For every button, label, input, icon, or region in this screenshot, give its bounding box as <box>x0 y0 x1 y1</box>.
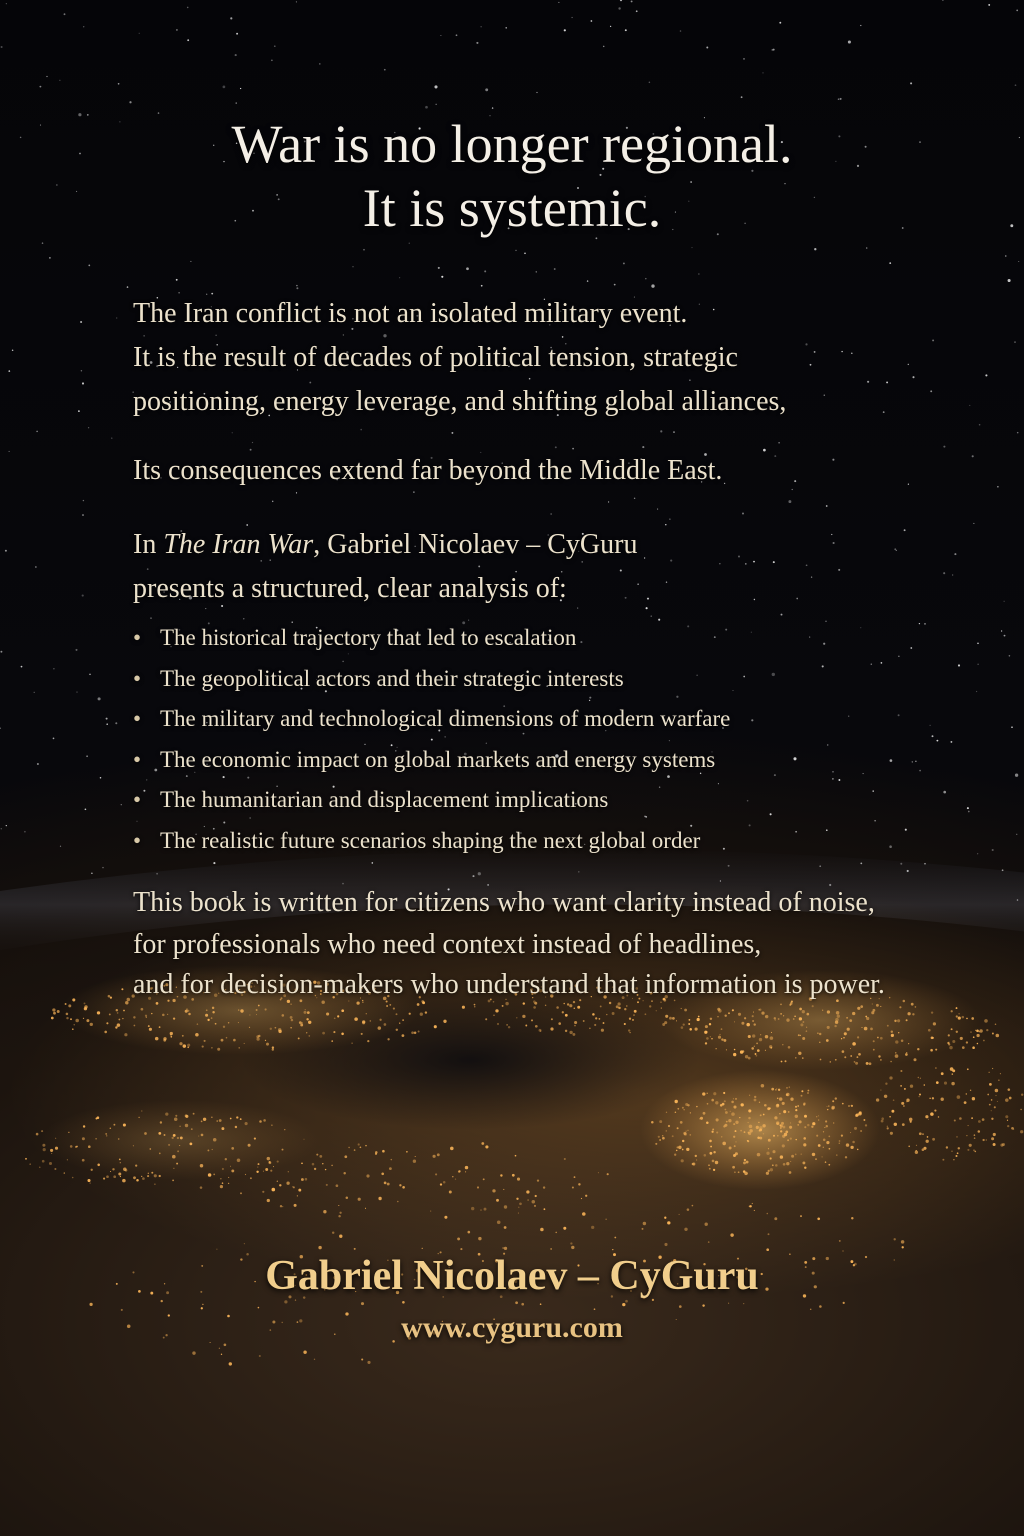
presents-suffix: , Gabriel Nicolaev – CyGuru <box>313 529 638 560</box>
headline-line-1: War is no longer regional. <box>231 114 793 174</box>
consequences-line: Its consequences extend far beyond the Middle East. <box>133 455 723 486</box>
presents-prefix: In <box>133 529 164 560</box>
intro-line-2: It is the result of decades of political tension, strategic <box>133 342 738 373</box>
headline-line-2: It is systemic. <box>362 178 662 238</box>
analysis-topics-list <box>133 618 993 861</box>
bullet-icon: • <box>133 787 142 812</box>
intro-line-1: The Iran conflict is not an isolated military event. <box>133 298 688 329</box>
audience-line-2: for professionals who need context instead of headlines, <box>133 929 762 960</box>
list-item: • The military and technological dimensions of modern warfare <box>133 699 993 740</box>
author-name: Gabriel Nicolaev – CyGuru <box>265 1253 759 1299</box>
bullet-icon: • <box>133 665 142 691</box>
bullet-icon: • <box>133 625 142 650</box>
list-item: • The geopolitical actors and their strategic interests <box>133 659 993 700</box>
presents-line-1 <box>133 525 993 565</box>
intro-line-3: positioning, energy leverage, and shifting global alliances, <box>133 386 787 417</box>
book-title: The Iran War <box>163 529 314 560</box>
audience-line-3: and for decision-makers who understand that information is power. <box>133 969 885 1000</box>
bullet-icon: • <box>133 706 142 731</box>
list-item: • The realistic future scenarios shaping the next global order <box>133 821 993 862</box>
website-link[interactable]: www.cyguru.com <box>401 1311 623 1344</box>
presents-line-2: presents a structured, clear analysis of: <box>133 573 567 604</box>
list-item: • The economic impact on global markets and energy systems <box>133 740 993 781</box>
audience-line-1: This book is written for citizens who want clarity instead of noise, <box>133 887 875 918</box>
bullet-icon: • <box>133 827 142 853</box>
list-item: • The humanitarian and displacement implications <box>133 780 993 821</box>
list-item: • The historical trajectory that led to escalation <box>133 618 993 659</box>
bullet-icon: • <box>133 746 142 772</box>
